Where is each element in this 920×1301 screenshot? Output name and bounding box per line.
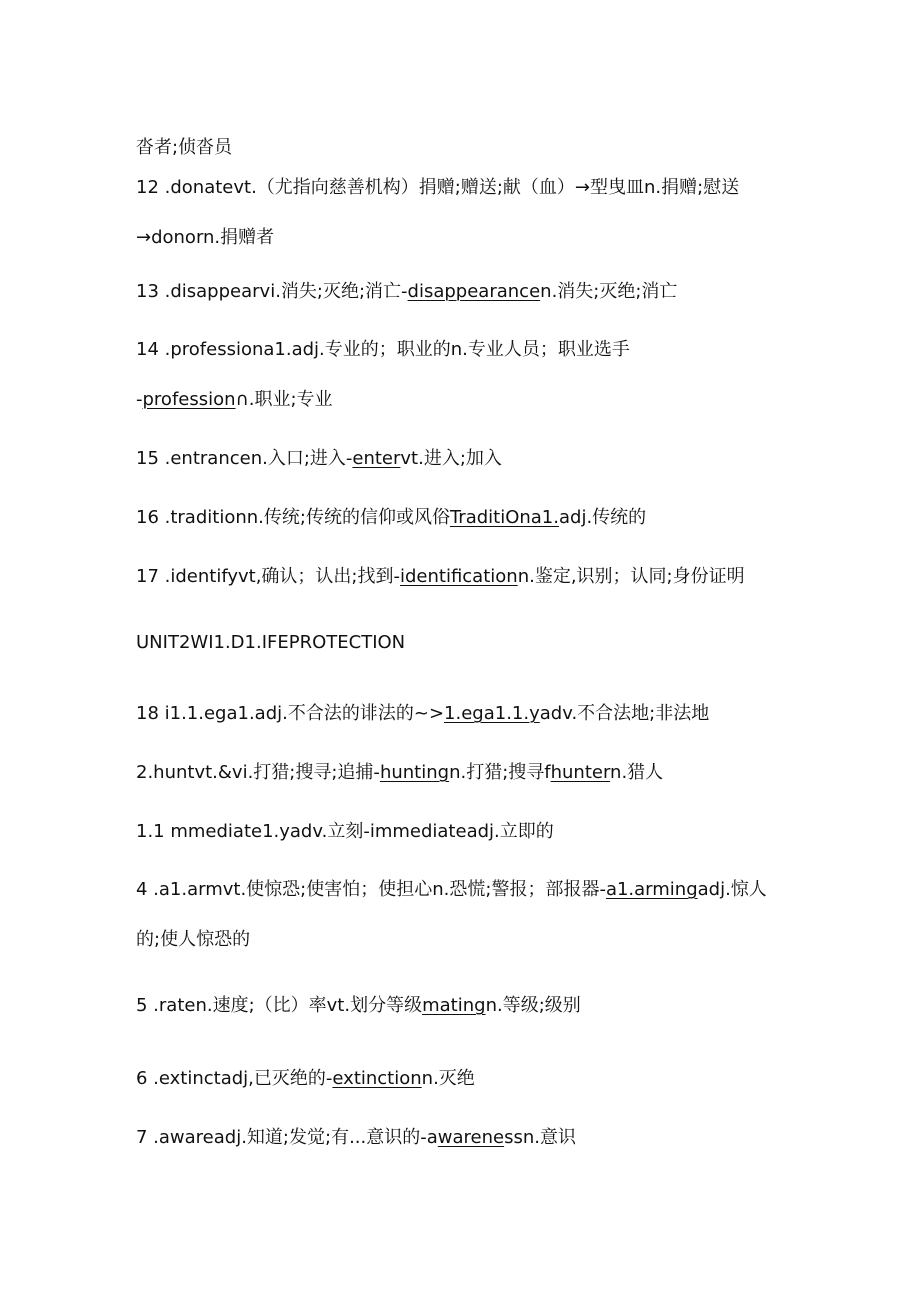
text: ssn.意识	[504, 1127, 576, 1148]
entry-number: 5	[136, 995, 148, 1016]
entry-13-disappear	[136, 280, 677, 304]
text: .identifyvt,确认；认出;找到-	[158, 566, 400, 587]
underlined-word: mating	[422, 995, 486, 1016]
text: ∩.职业;专业	[235, 389, 333, 410]
text: n.等级;级别	[485, 995, 581, 1016]
entry-18-illegal	[136, 702, 709, 726]
underlined-word: disappearance	[407, 281, 541, 302]
text: n.猎人	[610, 762, 664, 783]
underlined-word: identification	[399, 566, 518, 587]
unit-heading	[136, 631, 405, 655]
entry-12-donate	[136, 176, 739, 200]
entry-4-alarm	[136, 878, 767, 902]
text: 18 i1.1.ega1.adj.不合法的诽法的~>	[136, 703, 445, 724]
entry-7-aware	[136, 1126, 576, 1150]
entry-17-identify	[136, 565, 745, 589]
text: .raten.速度;（比）率vt.划分等级	[147, 995, 423, 1016]
text: .entrancen.入口;进入-	[158, 448, 353, 469]
text: 沓者;侦沓员	[136, 137, 233, 158]
underlined-word: 1.ega1.1.y	[444, 703, 540, 724]
entry-4-alarm-cont	[136, 928, 250, 952]
entry-15-entrance	[136, 447, 502, 471]
text: adj.惊人	[697, 879, 767, 900]
entry-number: 12	[136, 177, 159, 198]
text: n.鉴定,识别；认同;身份证明	[517, 566, 745, 587]
entry-14-professional	[136, 338, 630, 362]
underlined-word: a1.arming	[605, 879, 698, 900]
underlined-word: hunter	[550, 762, 611, 783]
underlined-word: hunting	[379, 762, 450, 783]
text: 的;使人惊恐的	[136, 929, 251, 950]
text: .professiona1.adj.专业的；职业的n.专业人员；职业选手	[158, 339, 630, 360]
text: .extinctadj,已灭绝的-	[147, 1068, 333, 1089]
entry-number: 16	[136, 507, 159, 528]
entry-number: 14	[136, 339, 159, 360]
text: adv.不合法地;非法地	[539, 703, 710, 724]
underlined-word: enter	[352, 448, 401, 469]
text: n.灭绝	[421, 1068, 475, 1089]
entry-6-extinct	[136, 1067, 475, 1091]
text: n.打猎;搜寻f	[449, 762, 551, 783]
underlined-word: TraditiOna1.	[449, 507, 559, 528]
text: →donorn.捐赠者	[136, 227, 275, 248]
entry-number: 7	[136, 1127, 148, 1148]
entry-5-rate	[136, 994, 581, 1018]
line-continuation	[136, 136, 232, 160]
text: vt.进入;加入	[400, 448, 502, 469]
entry-number: 13	[136, 281, 159, 302]
entry-number: 6	[136, 1068, 148, 1089]
text: adj.传统的	[558, 507, 647, 528]
entry-2-hunt	[136, 761, 663, 785]
section-title: UNIT2WI1.D1.IFEPROTECTION	[136, 632, 406, 653]
underlined-word: profession	[142, 389, 236, 410]
text: .awareadj.知道;发觉;有...意识的-a	[147, 1127, 438, 1148]
text: -	[136, 389, 143, 410]
entry-number: 4	[136, 879, 148, 900]
entry-immediately	[136, 820, 554, 844]
text: .donatevt.（尤指向慈善机构）捐赠;赠送;献（血）→型曳皿n.捐赠;慰送	[158, 177, 740, 198]
text: 2.huntvt.&vi.打猎;搜寻;追捕-	[136, 762, 380, 783]
text: .disappearvi.消失;灭绝;消亡-	[158, 281, 408, 302]
entry-12-donor	[136, 226, 274, 250]
underlined-word: warene	[437, 1127, 505, 1148]
text: 1.1 mmediate1.yadv.立刻-immediateadj.立即的	[136, 821, 554, 842]
text: n.消失;灭绝;消亡	[540, 281, 678, 302]
entry-14-profession	[136, 388, 333, 412]
underlined-word: extinction	[332, 1068, 422, 1089]
entry-number: 17	[136, 566, 159, 587]
entry-number: 15	[136, 448, 159, 469]
text: .a1.armvt.使惊恐;使害怕；使担心n.恐慌;警报；部报器-	[147, 879, 606, 900]
text: .traditionn.传统;传统的信仰或风俗	[158, 507, 450, 528]
entry-16-tradition	[136, 506, 646, 530]
